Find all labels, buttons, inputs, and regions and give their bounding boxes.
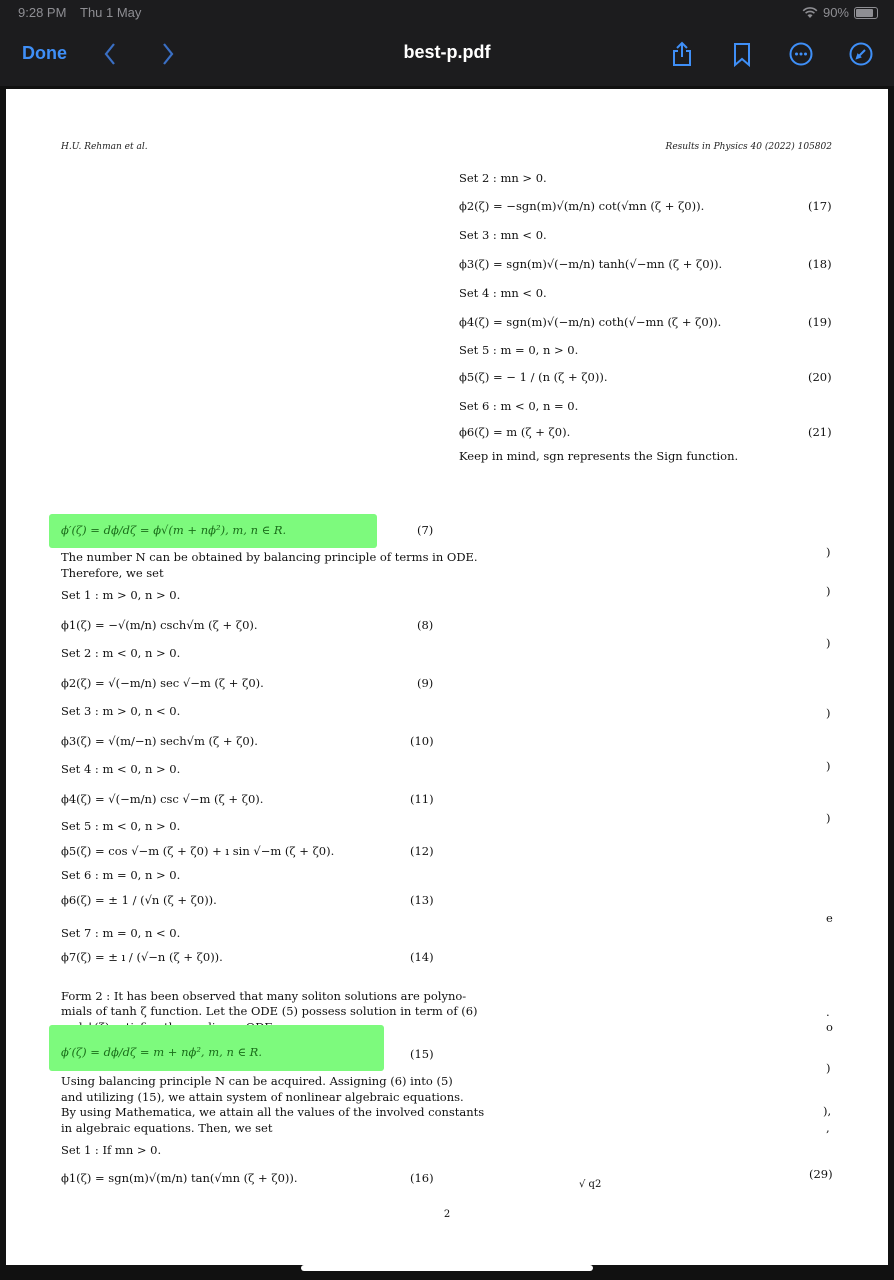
pdf-page[interactable] (6, 89, 888, 1265)
fragment: ) (826, 759, 831, 773)
fragment: ) (826, 811, 831, 825)
left-para-2b: and utilizing (15), we attain system of nonlinear algebraic equations. (61, 1090, 464, 1104)
markup-icon[interactable] (849, 40, 873, 68)
left-set-7: Set 7 : m = 0, n < 0. (61, 926, 181, 940)
left-set-5: Set 5 : m < 0, n > 0. (61, 819, 181, 833)
right-note: Keep in mind, sgn represents the Sign function. (459, 449, 739, 463)
eq-18: ϕ3(ζ) = sgn(m)√(−m/n) tanh(√−mn (ζ + ζ0)). (459, 257, 723, 271)
eq-11-num: (11) (410, 792, 434, 806)
right-set-2: Set 2 : mn > 0. (459, 171, 547, 185)
right-set-3: Set 3 : mn < 0. (459, 228, 547, 242)
eq-9: ϕ2(ζ) = √(−m/n) sec √−m (ζ + ζ0). (61, 676, 264, 690)
fragment: ) (826, 636, 831, 650)
wifi-icon (802, 7, 818, 19)
fragment: . (826, 1005, 830, 1019)
chevron-right-icon[interactable] (160, 40, 176, 68)
status-right (802, 5, 878, 20)
status-time: 9:28 PM (18, 5, 67, 20)
eq-15-num: (15) (410, 1047, 434, 1061)
home-indicator[interactable] (301, 1265, 593, 1271)
status-bar (0, 0, 894, 24)
left-para-1a: The number N can be obtained by balancing principle of terms in ODE. (61, 550, 478, 564)
eq-11: ϕ4(ζ) = √(−m/n) csc √−m (ζ + ζ0). (61, 792, 264, 806)
header-journal: Results in Physics 40 (2022) 105802 (665, 142, 832, 152)
right-set-6: Set 6 : m < 0, n = 0. (459, 399, 579, 413)
share-icon[interactable] (670, 40, 694, 68)
eq-8: ϕ1(ζ) = −√(m/n) csch√m (ζ + ζ0). (61, 618, 258, 632)
status-date: Thu 1 May (80, 5, 142, 20)
left-form2-b: mials of tanh ζ function. Let the ODE (5) possess solution in term of (6) (61, 1004, 478, 1018)
bookmark-icon[interactable] (730, 40, 754, 68)
eq-16-num: (16) (410, 1171, 434, 1185)
left-set-1b: Set 1 : If mn > 0. (61, 1143, 162, 1157)
fragment: ) (826, 706, 831, 720)
eq-12: ϕ5(ζ) = cos √−m (ζ + ζ0) + ı sin √−m (ζ + ζ0). (61, 844, 335, 858)
left-para-2d: in algebraic equations. Then, we set (61, 1121, 273, 1135)
document-title: best-p.pdf (403, 42, 491, 62)
toolbar (0, 24, 894, 86)
eq-8-num: (8) (417, 618, 434, 632)
eq-16: ϕ1(ζ) = sgn(m)√(m/n) tan(√mn (ζ + ζ0)). (61, 1171, 298, 1185)
left-para-2c: By using Mathematica, we attain all the values of the involved constants (61, 1105, 485, 1119)
eq-10: ϕ3(ζ) = √(m/−n) sech√m (ζ + ζ0). (61, 734, 258, 748)
eq-20-num: (20) (808, 370, 832, 384)
eq-20: ϕ5(ζ) = − 1 / (n (ζ + ζ0)). (459, 370, 608, 384)
battery-icon (854, 7, 878, 19)
left-set-1: Set 1 : m > 0, n > 0. (61, 588, 181, 602)
left-form2-a: Form 2 : It has been observed that many soliton solutions are polyno- (61, 989, 467, 1003)
highlight-eq-15[interactable] (49, 1025, 384, 1071)
eq-7-num: (7) (417, 523, 434, 537)
chevron-left-icon[interactable] (102, 40, 118, 68)
fragment: ), (823, 1104, 832, 1118)
eq-10-num: (10) (410, 734, 434, 748)
more-icon[interactable] (789, 40, 813, 68)
eq-19: ϕ4(ζ) = sgn(m)√(−m/n) coth(√−mn (ζ + ζ0)). (459, 315, 722, 329)
eq-9-num: (9) (417, 676, 434, 690)
eq-21-num: (21) (808, 425, 832, 439)
fragment: ) (826, 584, 831, 598)
fragment: e (826, 911, 833, 925)
eq-7: ϕ′(ζ) = dϕ/dζ = ϕ√(m + nϕ²), m, n ∈ R. (61, 523, 287, 537)
left-para-1b: Therefore, we set (61, 566, 164, 580)
eq-18-num: (18) (808, 257, 832, 271)
fragment: ) (826, 545, 831, 559)
eq-14: ϕ7(ζ) = ± ı / (√−n (ζ + ζ0)). (61, 950, 223, 964)
fragment: ) (826, 1061, 831, 1075)
eq-12-num: (12) (410, 844, 434, 858)
eq-19-num: (19) (808, 315, 832, 329)
left-set-3: Set 3 : m > 0, n < 0. (61, 704, 181, 718)
fragment: √ q2 (579, 1179, 602, 1190)
left-set-4: Set 4 : m < 0, n > 0. (61, 762, 181, 776)
page-number: 2 (443, 1209, 451, 1220)
eq-29-num: (29) (809, 1167, 833, 1181)
right-set-4: Set 4 : mn < 0. (459, 286, 547, 300)
eq-21: ϕ6(ζ) = m (ζ + ζ0). (459, 425, 571, 439)
header-authors: H.U. Rehman et al. (61, 142, 148, 152)
right-set-5: Set 5 : m = 0, n > 0. (459, 343, 579, 357)
done-button[interactable]: Done (22, 43, 67, 63)
eq-17-num: (17) (808, 199, 832, 213)
eq-15: ϕ′(ζ) = dϕ/dζ = m + nϕ², m, n ∈ R. (61, 1045, 262, 1059)
left-para-2a: Using balancing principle N can be acquired. Assigning (6) into (5) (61, 1074, 453, 1088)
eq-14-num: (14) (410, 950, 434, 964)
eq-13-num: (13) (410, 893, 434, 907)
battery-percent: 90% (822, 5, 849, 20)
left-set-6: Set 6 : m = 0, n > 0. (61, 868, 181, 882)
left-set-2: Set 2 : m < 0, n > 0. (61, 646, 181, 660)
eq-17: ϕ2(ζ) = −sgn(m)√(m/n) cot(√mn (ζ + ζ0)). (459, 199, 705, 213)
eq-13: ϕ6(ζ) = ± 1 / (√n (ζ + ζ0)). (61, 893, 217, 907)
fragment: o (826, 1020, 833, 1034)
fragment: , (826, 1121, 830, 1135)
highlight-eq-7[interactable] (49, 514, 377, 548)
